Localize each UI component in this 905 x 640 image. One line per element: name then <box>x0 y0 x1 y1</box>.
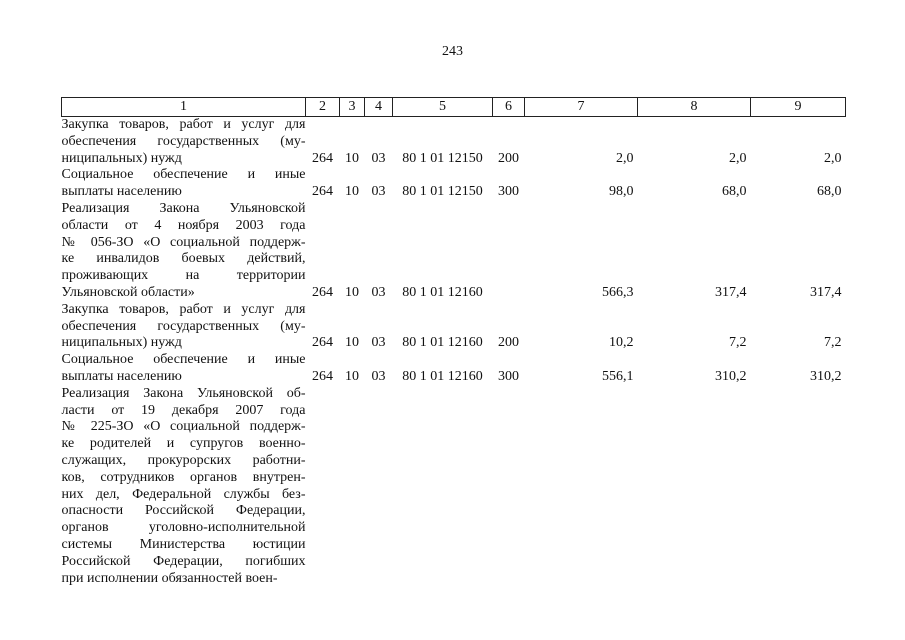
table-row <box>62 302 846 352</box>
cell-col-4 <box>365 386 393 588</box>
cell-col-2: 264 <box>312 368 333 384</box>
description-line: № 225-ЗО «О социальной поддерж- <box>61 419 306 435</box>
cell-col-7: 98,0 <box>609 184 634 200</box>
cell-col-8: 68,0 <box>722 184 747 200</box>
cell-col-3 <box>340 386 365 588</box>
col-header-7: 7 <box>525 98 638 117</box>
description-line: ков, сотрудников органов внутрен- <box>61 469 306 485</box>
row-description <box>62 302 306 352</box>
description-line: ке инвалидов боевых действий, <box>61 251 306 267</box>
header-row <box>62 98 846 117</box>
cell-col-3: 10 <box>345 368 359 384</box>
description-line: Социальное обеспечение и иные <box>61 352 306 368</box>
table-row <box>62 352 846 386</box>
cell-col-9 <box>751 386 846 588</box>
description-line: обеспечения государственных (му- <box>61 133 306 149</box>
description-line: проживающих на территории <box>61 268 306 284</box>
description-line: области от 4 ноября 2003 года <box>61 217 306 233</box>
description-line: ниципальных) нужд <box>61 150 182 166</box>
table-row <box>62 201 846 302</box>
cell-col-5 <box>393 386 493 588</box>
description-line: Российской Федерации, погибших <box>61 553 306 569</box>
cell-col-8: 310,2 <box>715 368 747 384</box>
cell-col-2: 264 <box>312 184 333 200</box>
cell-col-3: 10 <box>345 335 359 351</box>
cell-col-9: 317,4 <box>810 284 842 300</box>
description-line: них дел, Федеральной службы без- <box>61 486 306 502</box>
description-line: Социальное обеспечение и иные <box>61 167 306 183</box>
table-row <box>62 386 846 588</box>
cell-col-6: 200 <box>498 150 519 166</box>
description-line: ниципальных) нужд <box>61 335 182 351</box>
description-line: Реализация Закона Ульяновской об- <box>61 385 306 401</box>
cell-col-9: 7,2 <box>824 335 842 351</box>
cell-col-5: 80 1 01 12150 <box>402 150 483 166</box>
cell-col-9: 68,0 <box>817 184 842 200</box>
description-line: ке родителей и супругов военно- <box>61 436 306 452</box>
cell-col-5: 80 1 01 12160 <box>402 368 483 384</box>
col-header-5: 5 <box>393 98 493 117</box>
cell-col-3: 10 <box>345 150 359 166</box>
cell-col-2 <box>306 386 340 588</box>
cell-col-6: 300 <box>498 368 519 384</box>
cell-col-7: 10,2 <box>609 335 634 351</box>
cell-col-4: 03 <box>371 368 386 384</box>
description-line: при исполнении обязанностей воен- <box>61 570 278 586</box>
cell-col-9: 310,2 <box>810 368 842 384</box>
cell-col-2: 264 <box>312 335 333 351</box>
cell-col-7: 556,1 <box>602 368 634 384</box>
description-line: Закупка товаров, работ и услуг для <box>61 301 306 317</box>
cell-col-5: 80 1 01 12150 <box>402 184 483 200</box>
table-row <box>62 167 846 201</box>
col-header-6: 6 <box>493 98 525 117</box>
cell-col-2: 264 <box>312 284 333 300</box>
page-number: 243 <box>442 44 463 59</box>
description-line: опасности Российской Федерации, <box>61 503 306 519</box>
row-description <box>62 386 306 588</box>
cell-col-5: 80 1 01 12160 <box>402 335 483 351</box>
cell-col-8 <box>638 386 751 588</box>
description-line: выплаты населению <box>61 368 182 384</box>
description-line: Реализация Закона Ульяновской <box>61 200 306 216</box>
description-line: органов уголовно-исполнительной <box>61 520 306 536</box>
cell-col-8: 2,0 <box>729 150 747 166</box>
row-description <box>62 352 306 386</box>
cell-col-7: 2,0 <box>616 150 634 166</box>
cell-col-6: 300 <box>498 184 519 200</box>
description-line: системы Министерства юстиции <box>61 536 306 552</box>
cell-col-4: 03 <box>371 184 386 200</box>
cell-col-7 <box>525 386 638 588</box>
cell-col-9: 2,0 <box>824 150 842 166</box>
row-description <box>62 167 306 201</box>
row-description <box>62 117 306 168</box>
col-header-8: 8 <box>638 98 751 117</box>
cell-col-4: 03 <box>371 284 386 300</box>
row-description <box>62 201 306 302</box>
description-line: выплаты населению <box>61 184 182 200</box>
col-header-3: 3 <box>340 98 365 117</box>
col-header-9: 9 <box>751 98 846 117</box>
cell-col-6 <box>493 386 525 588</box>
col-header-2: 2 <box>306 98 340 117</box>
table-row <box>62 117 846 168</box>
cell-col-2: 264 <box>312 150 333 166</box>
cell-col-6: 200 <box>498 335 519 351</box>
cell-col-6 <box>493 201 525 302</box>
description-line: Ульяновской области» <box>61 284 195 300</box>
description-line: обеспечения государственных (му- <box>61 318 306 334</box>
col-header-4: 4 <box>365 98 393 117</box>
cell-col-4: 03 <box>371 335 386 351</box>
description-line: служащих, прокурорских работни- <box>61 452 306 468</box>
cell-col-8: 317,4 <box>715 284 747 300</box>
table-body <box>62 117 846 588</box>
cell-col-3: 10 <box>345 184 359 200</box>
description-line: ласти от 19 декабря 2007 года <box>61 402 306 418</box>
cell-col-3: 10 <box>345 284 359 300</box>
cell-col-7: 566,3 <box>602 284 634 300</box>
description-line: Закупка товаров, работ и услуг для <box>61 117 306 132</box>
description-line: № 056-ЗО «О социальной поддерж- <box>61 234 306 250</box>
cell-col-8: 7,2 <box>729 335 747 351</box>
col-header-1: 1 <box>62 98 306 117</box>
budget-table <box>61 97 846 587</box>
cell-col-5: 80 1 01 12160 <box>402 284 483 300</box>
cell-col-4: 03 <box>371 150 386 166</box>
